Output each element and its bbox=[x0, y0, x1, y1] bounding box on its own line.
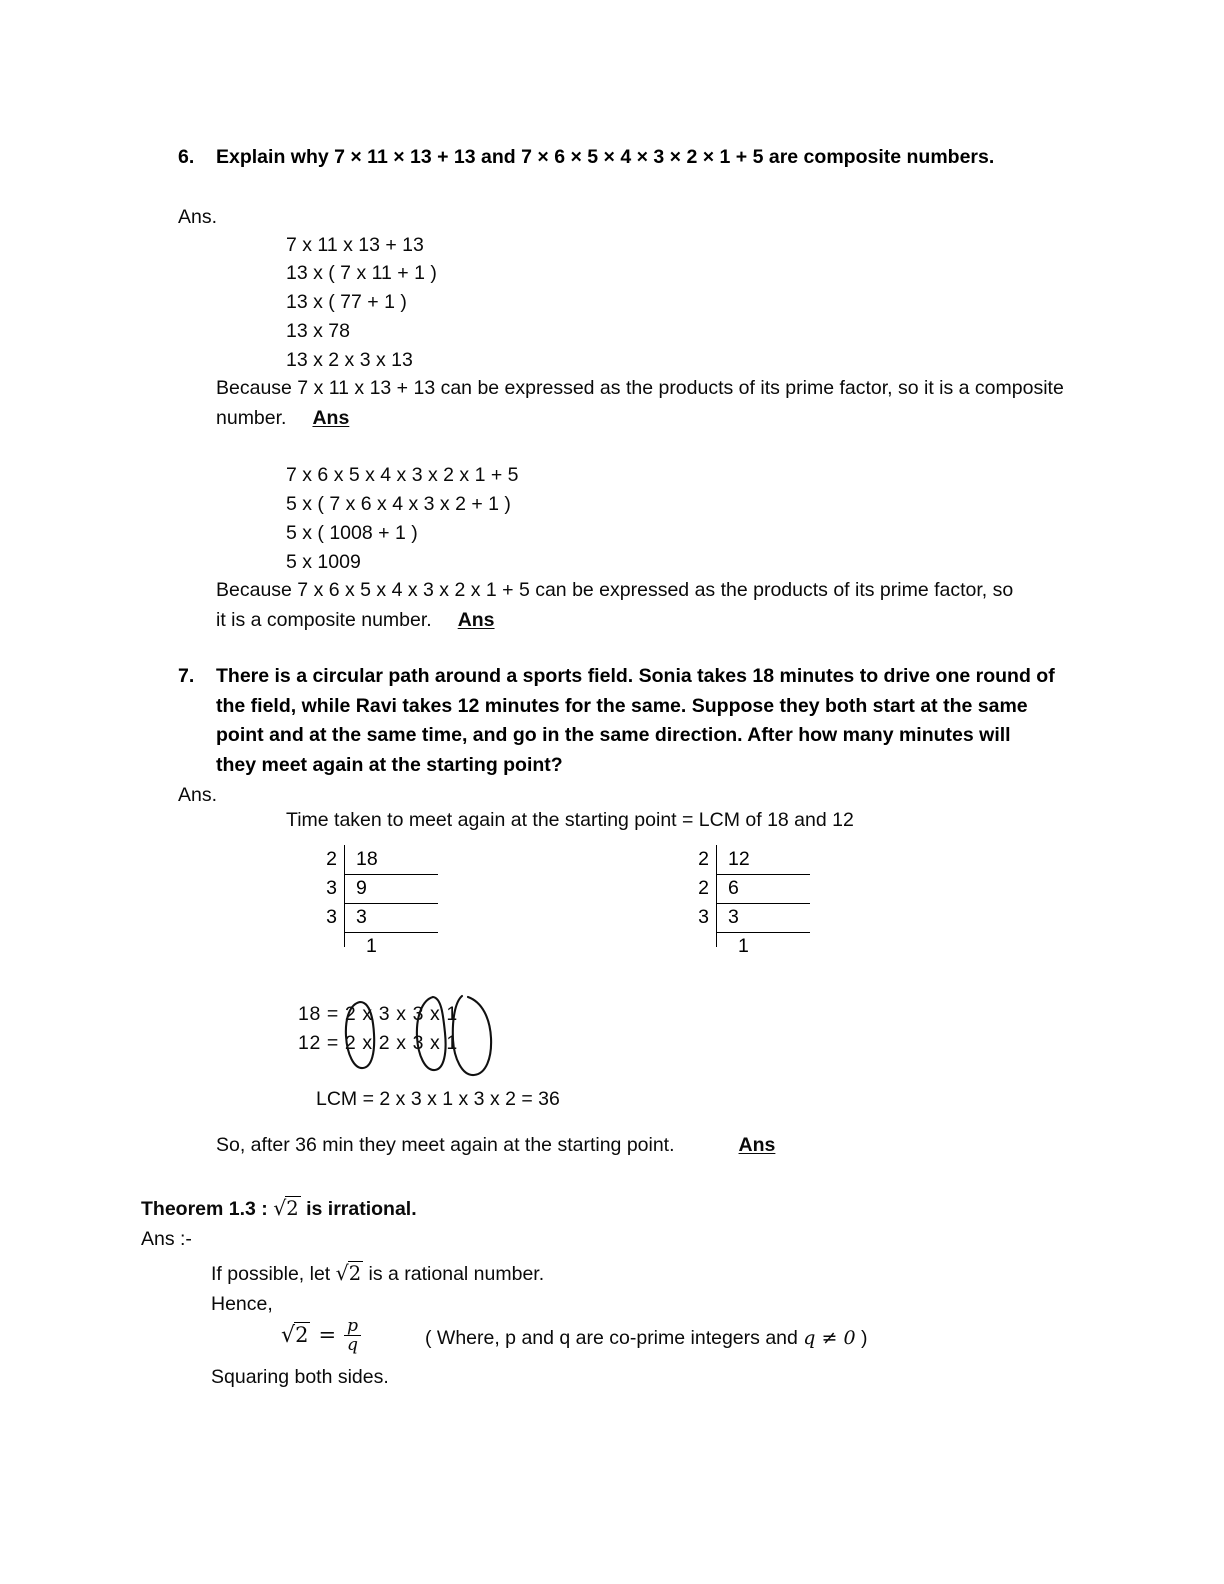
ladder-12-divisor-3: 3 bbox=[698, 906, 709, 928]
theorem-condition-text: ( Where, p and q are co-prime integers and bbox=[425, 1327, 804, 1349]
ladder-12-divisor-1: 2 bbox=[698, 848, 709, 870]
sqrt-2-line-1: √2 bbox=[335, 1261, 362, 1285]
q6-conclusion-a bbox=[216, 374, 1064, 433]
q6-work-b-line-4: 5 x 1009 bbox=[286, 551, 361, 573]
theorem-ans-label: Ans :- bbox=[141, 1228, 192, 1250]
question-6-ans-label: Ans. bbox=[178, 206, 218, 228]
ladder-12-final: 1 bbox=[738, 935, 749, 957]
question-6-number: 6. bbox=[178, 146, 195, 168]
division-ladder-12 bbox=[698, 845, 806, 961]
fraction-numerator: p bbox=[347, 1316, 359, 1336]
theorem-equation bbox=[281, 1318, 361, 1356]
theorem-heading-suffix: is irrational. bbox=[300, 1198, 417, 1220]
factorization-line-18: 18 = 2 x 3 x 3 x 1 bbox=[298, 1003, 458, 1025]
q6-conclusion-a-ans: Ans bbox=[312, 406, 350, 429]
sqrt-2-line-1-radicand: 2 bbox=[348, 1262, 362, 1285]
q6-conclusion-b-ans: Ans bbox=[457, 608, 495, 631]
question-7-number: 7. bbox=[178, 665, 195, 687]
ladder-18-quotient-1: 18 bbox=[356, 848, 378, 870]
q7-intro-line: Time taken to meet again at the starting point = LCM of 18 and 12 bbox=[286, 809, 854, 831]
fraction-denominator: q bbox=[344, 1335, 361, 1354]
ladder-18-final: 1 bbox=[366, 935, 377, 957]
ladder-18-row-3 bbox=[326, 903, 434, 932]
division-ladder-18 bbox=[326, 845, 434, 961]
ladder-18-row-1 bbox=[326, 845, 434, 874]
q6-work-a-line-1: 7 x 11 x 13 + 13 bbox=[286, 234, 424, 256]
ladder-12-row-2 bbox=[698, 874, 806, 903]
question-7-ans-label: Ans. bbox=[178, 784, 218, 806]
fraction-p-over-q bbox=[344, 1317, 361, 1355]
ladder-12-row-final bbox=[716, 932, 806, 961]
q7-conclusion-ans: Ans bbox=[738, 1134, 776, 1156]
ladder-18-row-2 bbox=[326, 874, 434, 903]
ladder-12-quotient-2: 6 bbox=[728, 877, 739, 899]
sqrt-2-equation-radicand: 2 bbox=[295, 1323, 309, 1348]
q7-conclusion bbox=[216, 1131, 1056, 1161]
theorem-heading bbox=[141, 1194, 941, 1225]
theorem-condition bbox=[425, 1324, 867, 1353]
lcm-line: LCM = 2 x 3 x 1 x 3 x 2 = 36 bbox=[316, 1088, 560, 1110]
ladder-12-row-3 bbox=[698, 903, 806, 932]
q6-work-a-line-5: 13 x 2 x 3 x 13 bbox=[286, 349, 413, 371]
theorem-line-3: Squaring both sides. bbox=[211, 1366, 389, 1388]
sqrt-2-heading-radicand: 2 bbox=[286, 1197, 299, 1220]
ladder-18-row-final bbox=[344, 932, 434, 961]
theorem-condition-math: q ≠ 0 bbox=[803, 1327, 856, 1349]
theorem-line-1-suffix: is a rational number. bbox=[363, 1263, 545, 1285]
theorem-line-2: Hence, bbox=[211, 1293, 273, 1315]
ladder-12-row-1 bbox=[698, 845, 806, 874]
sqrt-2-equation: √2 bbox=[281, 1323, 309, 1349]
question-7-text: There is a circular path around a sports field. Sonia takes 18 minutes to drive one round of the field, while Ravi takes 12 minutes for the same. Suppose they both start at the same point and at the same time, and go in the same direction. After how many minutes will they meet again at the starting point? bbox=[216, 665, 1055, 776]
ladder-12-divisor-2: 2 bbox=[698, 877, 709, 899]
q6-conclusion-b-text: Because 7 x 6 x 5 x 4 x 3 x 2 x 1 + 5 can be expressed as the products of its prime factor, so it is a composite number. bbox=[216, 579, 1014, 631]
q6-work-a-line-4: 13 x 78 bbox=[286, 320, 350, 342]
q6-work-b-line-2: 5 x ( 7 x 6 x 4 x 3 x 2 + 1 ) bbox=[286, 493, 511, 515]
theorem-line-1 bbox=[211, 1259, 1011, 1290]
ladder-12-quotient-1: 12 bbox=[728, 848, 750, 870]
theorem-line-1-prefix: If possible, let bbox=[211, 1263, 336, 1285]
sqrt-2-heading: √2 bbox=[273, 1196, 299, 1220]
q6-work-b-line-3: 5 x ( 1008 + 1 ) bbox=[286, 522, 418, 544]
q6-work-a-line-3: 13 x ( 77 + 1 ) bbox=[286, 291, 407, 313]
q6-work-a-line-2: 13 x ( 7 x 11 + 1 ) bbox=[286, 262, 437, 284]
ladder-18-divisor-1: 2 bbox=[326, 848, 337, 870]
equation-equals: = bbox=[318, 1323, 337, 1348]
ladder-18-divisor-2: 3 bbox=[326, 877, 337, 899]
ladder-18-divisor-3: 3 bbox=[326, 906, 337, 928]
theorem-heading-prefix: Theorem 1.3 : bbox=[141, 1198, 274, 1220]
ladder-12-quotient-3: 3 bbox=[728, 906, 739, 928]
q6-work-b-line-1: 7 x 6 x 5 x 4 x 3 x 2 x 1 + 5 bbox=[286, 464, 519, 486]
q7-conclusion-text: So, after 36 min they meet again at the starting point. bbox=[216, 1134, 675, 1156]
factorization-line-12: 12 = 2 x 2 x 3 x 1 bbox=[298, 1032, 458, 1054]
question-6-text: Explain why 7 × 11 × 13 + 13 and 7 × 6 × 5 × 4 × 3 × 2 × 1 + 5 are composite numbers. bbox=[216, 146, 995, 168]
ladder-18-quotient-3: 3 bbox=[356, 906, 367, 928]
q6-conclusion-b bbox=[216, 576, 1026, 635]
theorem-condition-close: ) bbox=[855, 1327, 868, 1349]
ladder-18-quotient-2: 9 bbox=[356, 877, 367, 899]
q6-conclusion-a-text: Because 7 x 11 x 13 + 13 can be expressed as the products of its prime factor, so it is a composite number. bbox=[216, 377, 1064, 429]
